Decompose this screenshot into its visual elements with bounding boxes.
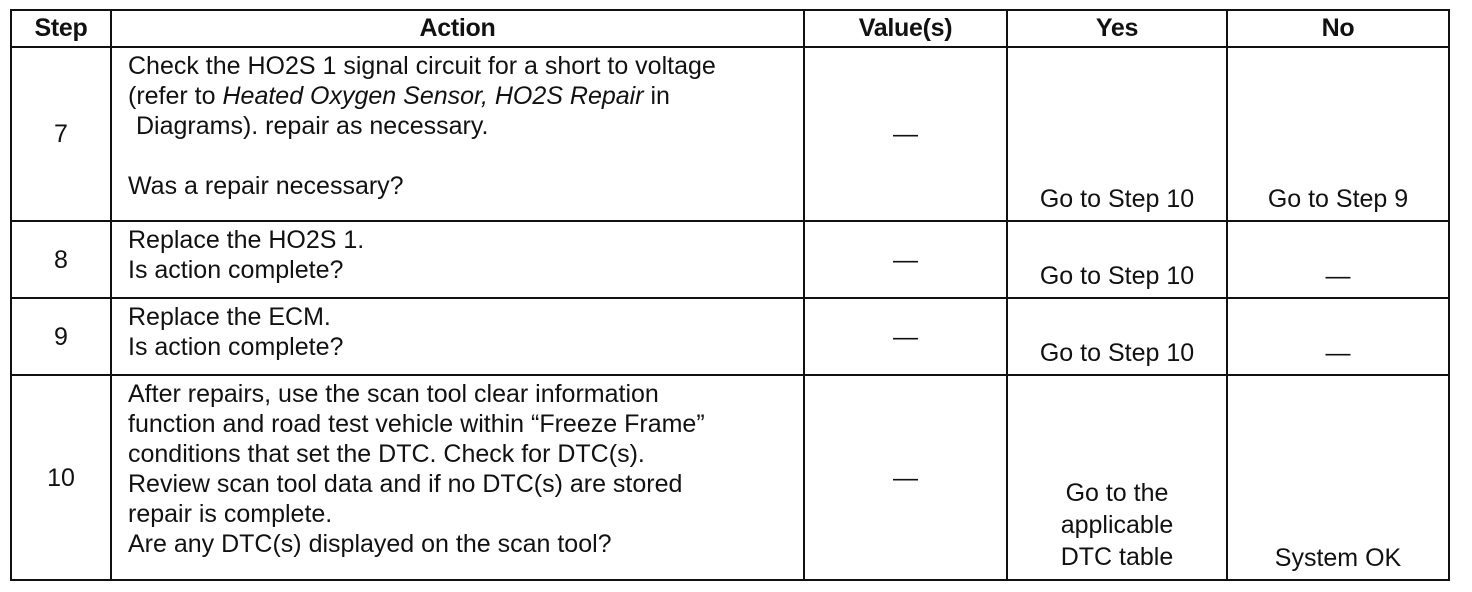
action-text: Replace the HO2S 1. xyxy=(128,226,365,254)
action-text: Check the HO2S 1 signal circuit for a short to voltage xyxy=(128,52,716,80)
no-cell: Go to Step 9 xyxy=(1227,47,1449,221)
yes-cell: Go to Step 10 xyxy=(1007,221,1227,298)
value-text: — xyxy=(893,322,918,351)
no-cell: — xyxy=(1227,221,1449,298)
action-question: Is action complete? xyxy=(128,256,344,284)
header-values: Value(s) xyxy=(804,10,1007,47)
table-row xyxy=(11,298,1449,375)
header-action: Action xyxy=(111,10,804,47)
action-text: Replace the ECM. xyxy=(128,303,331,331)
value-text: — xyxy=(893,463,918,492)
step-number: 10 xyxy=(11,375,111,580)
yes-text: applicable xyxy=(1060,511,1174,539)
value-cell xyxy=(804,221,1007,298)
action-text: conditions that set the DTC. Check for DTC(s). xyxy=(128,440,645,468)
yes-text: Go to the xyxy=(1065,479,1169,507)
action-question: Is action complete? xyxy=(128,333,344,361)
action-cell xyxy=(111,47,804,221)
yes-cell xyxy=(1007,375,1227,580)
header-yes: Yes xyxy=(1007,10,1227,47)
table-row xyxy=(11,221,1449,298)
yes-text: DTC table xyxy=(1060,543,1174,571)
action-question: Was a repair necessary? xyxy=(128,172,404,200)
action-text: repair is complete. xyxy=(128,500,333,528)
yes-cell: Go to Step 10 xyxy=(1007,47,1227,221)
action-cell xyxy=(111,375,804,580)
header-no: No xyxy=(1227,10,1449,47)
action-cell xyxy=(111,221,804,298)
step-number: 7 xyxy=(11,47,111,221)
diagnostic-table xyxy=(10,9,1450,581)
action-text: Diagrams). repair as necessary. xyxy=(136,112,489,140)
value-text: — xyxy=(893,245,918,274)
value-cell xyxy=(804,298,1007,375)
step-number: 9 xyxy=(11,298,111,375)
action-question: Are any DTC(s) displayed on the scan tool? xyxy=(128,530,612,558)
table-row xyxy=(11,47,1449,221)
header-step: Step xyxy=(11,10,111,47)
action-cell xyxy=(111,298,804,375)
no-cell: System OK xyxy=(1227,375,1449,580)
yes-cell: Go to Step 10 xyxy=(1007,298,1227,375)
no-cell: — xyxy=(1227,298,1449,375)
action-text: After repairs, use the scan tool clear information xyxy=(128,380,659,408)
header-row xyxy=(11,10,1449,47)
value-cell xyxy=(804,47,1007,221)
action-text-part: (refer to xyxy=(128,82,223,110)
step-number: 8 xyxy=(11,221,111,298)
action-reference: Heated Oxygen Sensor, HO2S Repair xyxy=(222,82,644,110)
action-text: function and road test vehicle within “Freeze Frame” xyxy=(128,410,705,438)
value-cell xyxy=(804,375,1007,580)
spacer xyxy=(128,141,803,171)
action-text xyxy=(128,81,803,111)
value-text: — xyxy=(893,120,918,148)
action-text-part: in xyxy=(643,82,670,110)
table-row xyxy=(11,375,1449,580)
action-text: Review scan tool data and if no DTC(s) are stored xyxy=(128,470,683,498)
